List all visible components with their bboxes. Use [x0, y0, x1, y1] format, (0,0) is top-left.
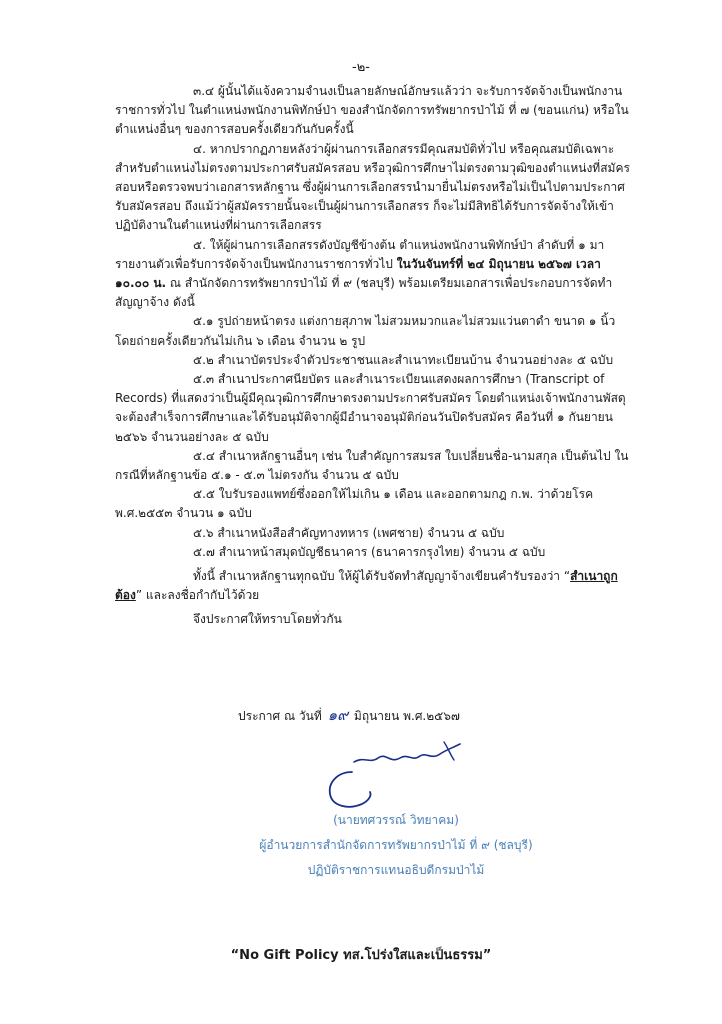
paragraph-3-4: ๓.๔ ผู้นั้นได้แจ้งความจำนงเป็นลายลักษณ์อักษรแล้วว่า จะรับการจัดจ้างเป็นพนักงานราชการทั่วไป ในตำแหน่งพนักงานพิทักษ์ป่า ของสำนักจัดการทรัพยากรป่าไม้ ที่ ๗ (ขอนแก่น) หรือในตำแหน่งอื่นๆ ของการสอบครั้งเดียวกันกับครั้งนี้: [115, 84, 629, 137]
paragraph-5-location: ณ สำนักจัดการทรัพยากรป่าไม้ ที่ ๙ (ชลบุรี) พร้อมเตรียมเอกสารเพื่อประกอบการจัดทำสัญญาจ้าง ดังนี้: [115, 276, 613, 310]
certify-text-end: ” และลงชื่อกำกับไว้ด้วย: [135, 588, 260, 603]
announcement: จึงประกาศให้ทราบโดยทั่วกัน: [193, 612, 342, 627]
no-gift-policy-footer: “No Gift Policy ทส.โปร่งใสและเป็นธรรม”: [230, 948, 492, 963]
certified-copy-phrase: สำเนาถูกต้อง: [115, 569, 618, 603]
report-datetime: ในวันจันทร์ที่ ๒๔ มิถุนายน ๒๕๖๗ เวลา ๑๐.๐๐ น.: [115, 256, 601, 291]
signer-acting: ปฏิบัติราชการแทนอธิบดีกรมป่าไม้: [307, 863, 485, 877]
item-5-4: ๕.๔ สำเนาหลักฐานอื่นๆ เช่น ใบสำคัญการสมรส ใบเปลี่ยนชื่อ-นามสกุล เป็นต้นไป ในกรณีที่หลักฐานข้อ ๕.๑ - ๕.๓ ไม่ตรงกัน จำนวน ๕ ฉบับ: [115, 448, 629, 483]
item-5-1: ๕.๑ รูปถ่ายหน้าตรง แต่งกายสุภาพ ไม่สวมหมวกและไม่สวมแว่นตาดำ ขนาด ๑ นิ้ว โดยถ่ายครั้งเดียวกันไม่เกิน ๖ เดือน จำนวน ๒ รูป: [115, 314, 616, 348]
issue-date-suffix: มิถุนายน พ.ศ.๒๕๖๗: [353, 709, 460, 723]
paragraph-5-intro: ๕. ให้ผู้ผ่านการเลือกสรรดังบัญชีข้างต้น ตำแหน่งพนักงานพิทักษ์ป่า ลำดับที่ ๑ มารายงานตัวเพื่อรับการจัดจ้างเป็นพนักงานราชการทั่วไป: [115, 237, 605, 271]
item-5-3: ๕.๓ สำเนาประกาศนียบัตร และสำเนาระเบียนแสดงผลการศึกษา (Transcript of Records) ที่แสดงว่าเป็นผู้มีคุณวุฒิการศึกษาตรงตามประกาศรับสมัคร โดยตำแหน่งเจ้าพนักงานพัสดุ จะต้องสำเร็จการศึกษาและได้รับอนุมัติจากผู้มีอำนาจอนุมัติก่อนวันปิดรับสมัคร คือวันที่ ๑ กันยายน ๒๕๖๖ จำนวนอย่างละ ๕ ฉบับ: [115, 372, 626, 444]
signer-block: [236, 808, 556, 883]
document-body: [115, 82, 635, 630]
handwritten-day: ๑๙: [327, 706, 349, 724]
issue-date-prefix: ประกาศ ณ วันที่: [238, 709, 322, 723]
signer-title: ผู้อำนวยการสำนักจัดการทรัพยากรป่าไม้ ที่ ๙ (ชลบุรี): [259, 838, 533, 852]
certify-text: ทั้งนี้ สำเนาหลักฐานทุกฉบับ ให้ผู้ได้รับจัดทำสัญญาจ้างเขียนคำรับรองว่า “: [193, 569, 571, 584]
paragraph-5: [115, 236, 635, 313]
paragraph-4: ๔. หากปรากฏภายหลังว่าผู้ผ่านการเลือกสรรมีคุณสมบัติทั่วไป หรือคุณสมบัติเฉพาะ สำหรับตำแหน่งไม่ตรงตามประกาศรับสมัครสอบ หรือวุฒิการศึกษาไม่ตรงตามวุฒิของตำแหน่งที่สมัครสอบหรือตรวจพบว่าเอกสารหลักฐาน ซึ่งผู้ผ่านการเลือกสรรนำมายื่นไม่ตรงหรือไม่เป็นไปตามประกาศรับสมัครสอบ ถึงแม้ว่าผู้สมัครรายนั้นจะเป็นผู้ผ่านการเลือกสรร ก็จะไม่มีสิทธิได้รับการจัดจ้างให้เข้าปฏิบัติงานในตำแหน่งที่ผ่านการเลือกสรร: [115, 141, 630, 233]
paragraph-certify: [115, 567, 635, 605]
item-5-2: ๕.๒ สำเนาบัตรประจำตัวประชาชนและสำเนาทะเบียนบ้าน จำนวนอย่างละ ๕ ฉบับ: [193, 352, 614, 367]
issue-date: [238, 703, 460, 727]
page-number: -๒-: [352, 60, 370, 75]
item-5-6: ๕.๖ สำเนาหนังสือสำคัญทางทหาร (เพศชาย) จำนวน ๕ ฉบับ: [193, 525, 505, 540]
item-5-5: ๕.๕ ใบรับรองแพทย์ซึ่งออกให้ไม่เกิน ๑ เดือน และออกตามกฎ ก.พ. ว่าด้วยโรค พ.ศ.๒๕๕๓ จำนวน ๑ ฉบับ: [115, 487, 594, 521]
item-5-7: ๕.๗ สำเนาหน้าสมุดบัญชีธนาคาร (ธนาคารกรุงไทย) จำนวน ๕ ฉบับ: [193, 544, 546, 559]
signature-flourish: [326, 768, 374, 812]
signer-name: (นายทศวรรณ์ วิทยาคม): [333, 813, 459, 827]
